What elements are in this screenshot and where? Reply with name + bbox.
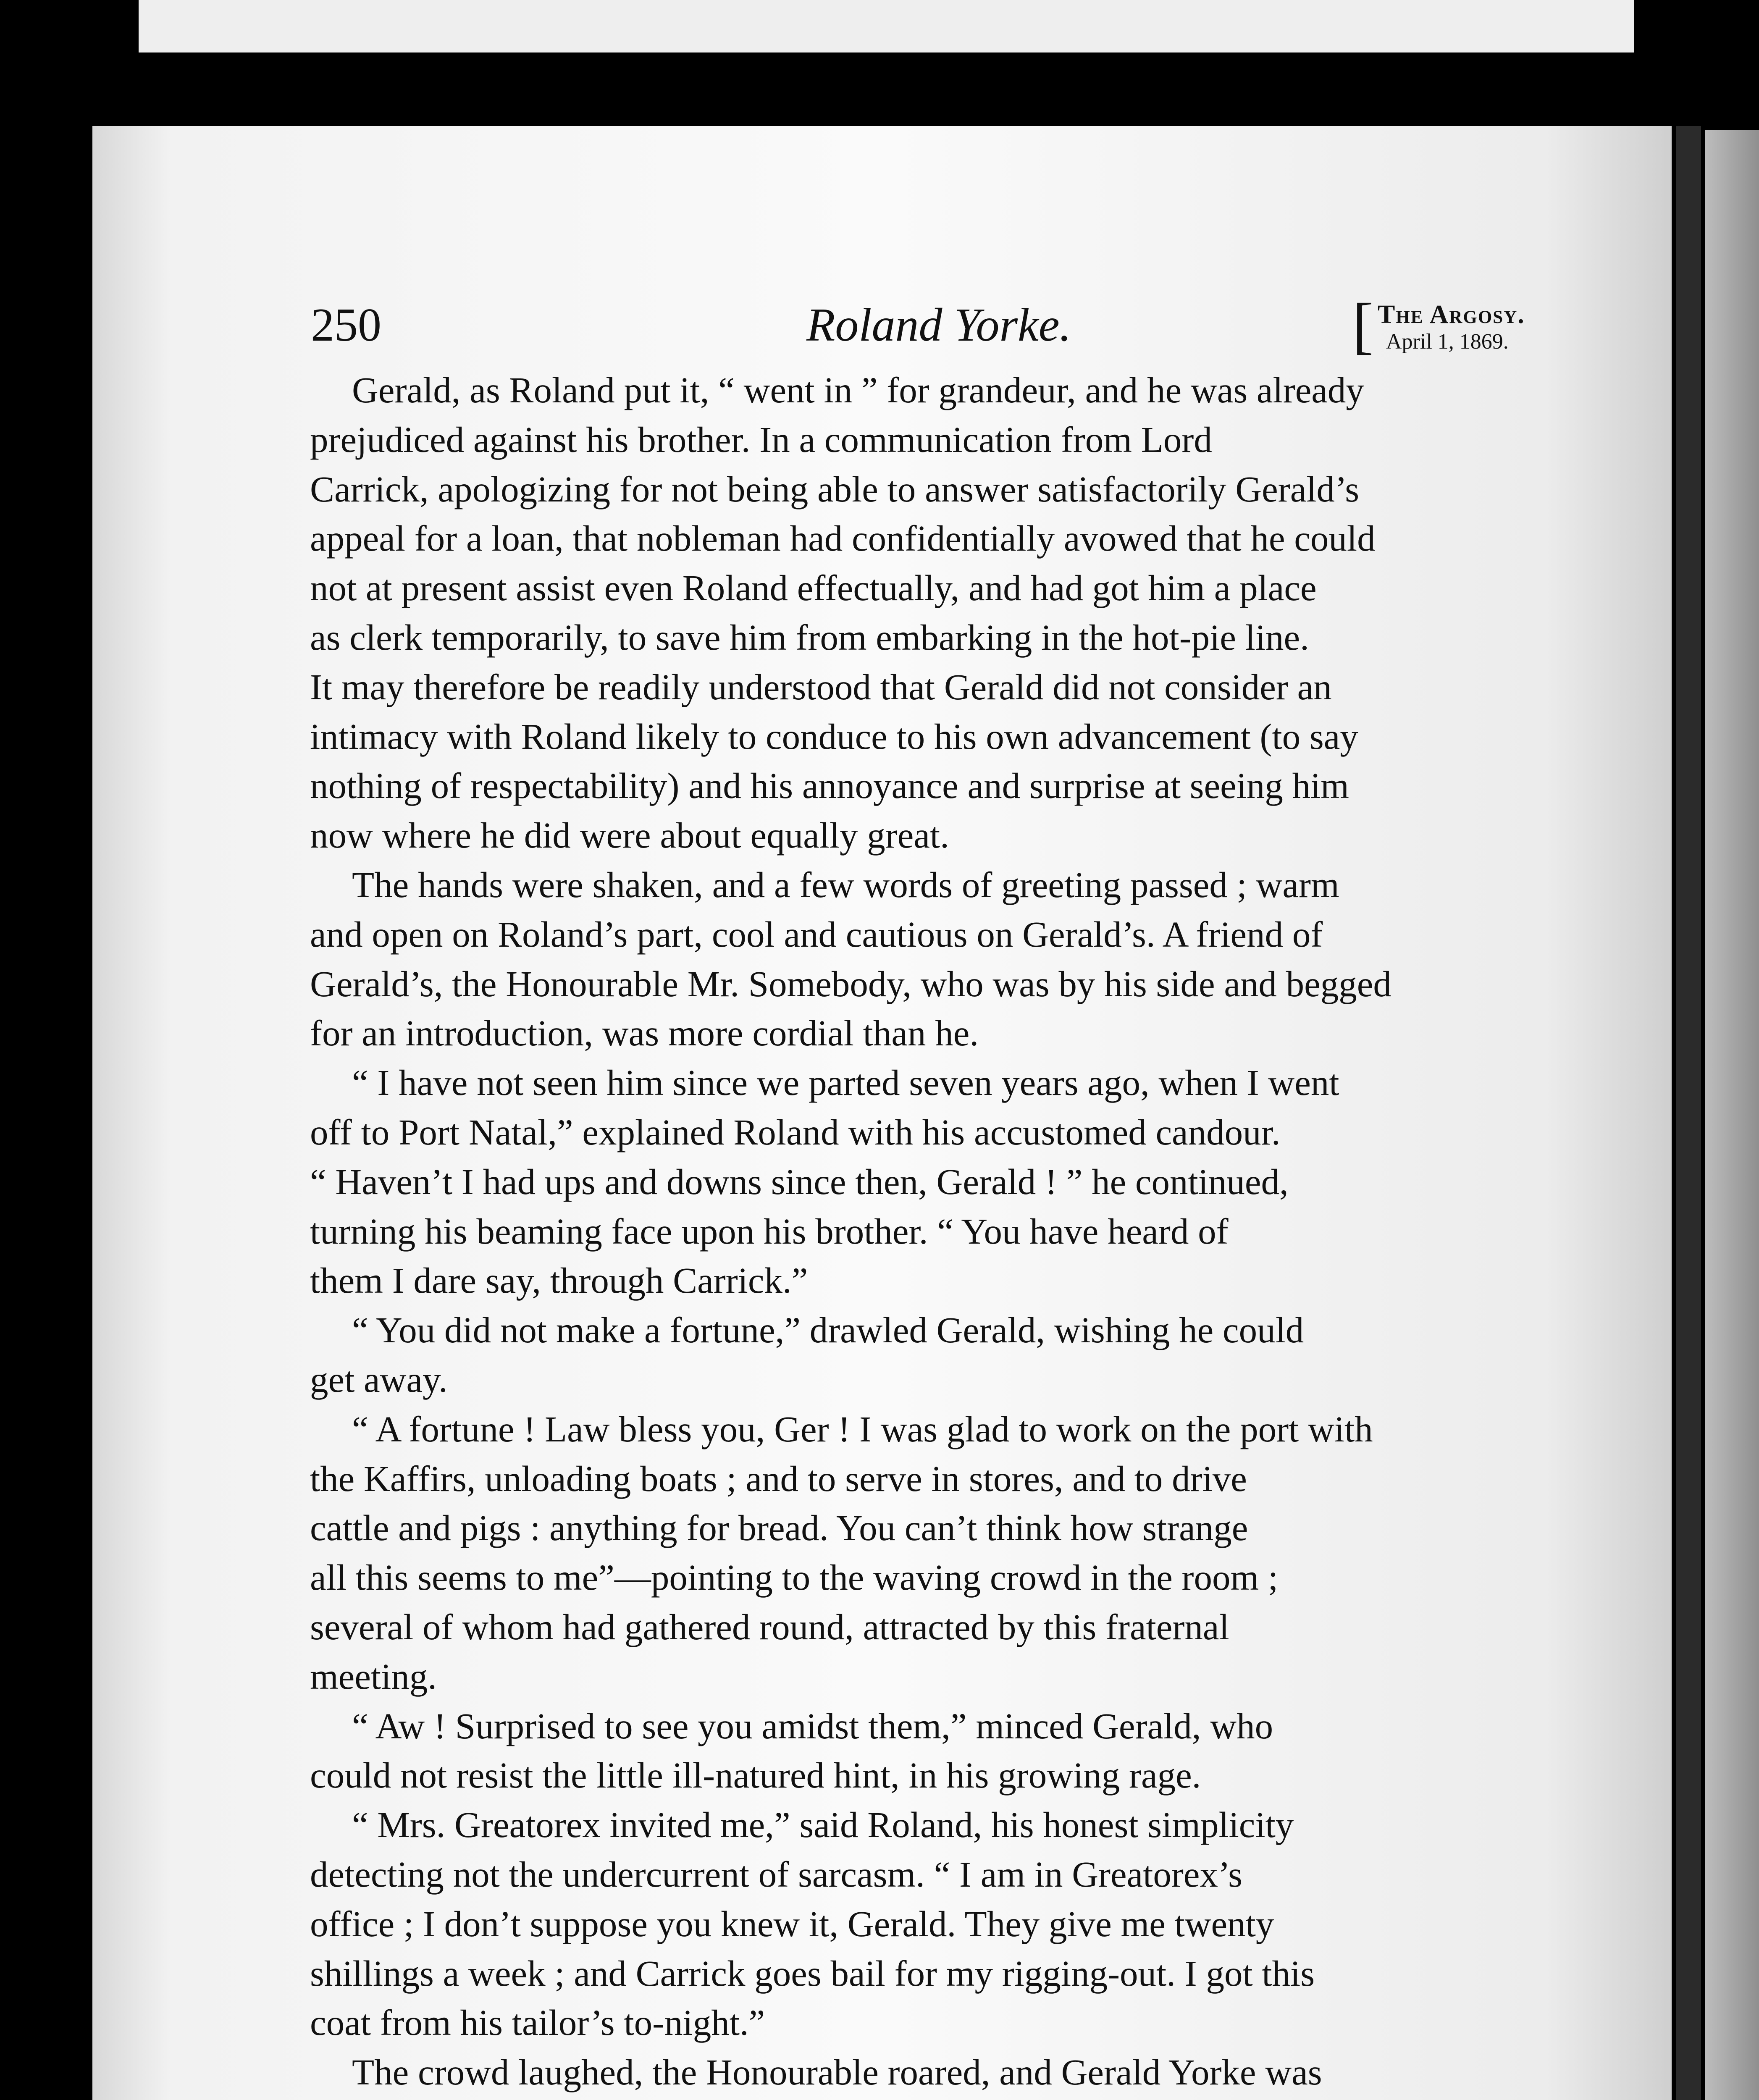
page-gutter-shadow xyxy=(1676,126,1701,2100)
issue-publication: The Argosy. xyxy=(1378,300,1525,329)
paragraph: “ Aw ! Surprised to see you amidst them,” minced Gerald, who could not resist the little ill-natured hint, in his growing rage. xyxy=(310,1705,1273,1796)
running-title: Roland Yorke. xyxy=(806,299,1071,351)
paragraph: “ A fortune ! Law bless you, Ger ! I was glad to work on the port with the Kaffirs, unloading boats ; and to serve in stores, and to drive cattle and pigs : anything for bread. You can’t think how strange all this seems to me”—pointing to the waving crowd in the room ; several of whom had gathered round, attracted by this fraternal meeting. xyxy=(310,1408,1373,1697)
paragraph: Gerald, as Roland put it, “ went in ” for grandeur, and he was already prejudiced against his brother. In a communication from Lord Carrick, apologizing for not being able to answer satisfactorily Gerald’s appeal for a loan, that nobleman had confidentially avowed that he could not at present assist even Roland effectually, and had got him a place as clerk temporarily, to save him from embarking in the hot-pie line. It may therefore be readily understood that Gerald did not consider an intimacy with Roland likely to conduce to his own advancement (to say nothing of respectability) and his annoyance and surprise at seeing him now where he did were about equally great. xyxy=(310,370,1376,856)
paragraph: “ I have not seen him since we parted seven years ago, when I went off to Port Natal,” explained Roland with his accustomed candour. “ Haven’t I had ups and downs since then, Gerald ! ” he continued, turning his beaming face upon his brother. “ You have heard of them I dare say, through Carrick.” xyxy=(310,1062,1339,1301)
issue-date: April 1, 1869. xyxy=(1386,330,1509,354)
issue-bracket: [ xyxy=(1352,291,1373,360)
page-number: 250 xyxy=(311,299,381,351)
body-text xyxy=(310,365,1553,2100)
paragraph: The hands were shaken, and a few words of greeting passed ; warm and open on Roland’s part, cool and cautious on Gerald’s. A friend of Gerald’s, the Honourable Mr. Somebody, who was by his side and begged for an introduction, was more cordial than he. xyxy=(310,864,1391,1054)
paragraph: The crowd laughed, the Honourable roared, and Gerald Yorke was xyxy=(352,2052,1322,2093)
adjacent-page-edge xyxy=(1705,130,1759,2100)
paragraph: “ You did not make a fortune,” drawled Gerald, wishing he could get away. xyxy=(310,1310,1304,1400)
previous-page-edge xyxy=(139,0,1634,52)
paragraph: “ Mrs. Greatorex invited me,” said Roland, his honest simplicity detecting not the undercurrent of sarcasm. “ I am in Greatorex’s office ; I don’t suppose you knew it, Gerald. They give me twenty shillings a week ; and Carrick goes bail for my rigging-out. I got this coat from his tailor’s to-night.” xyxy=(310,1804,1315,2043)
